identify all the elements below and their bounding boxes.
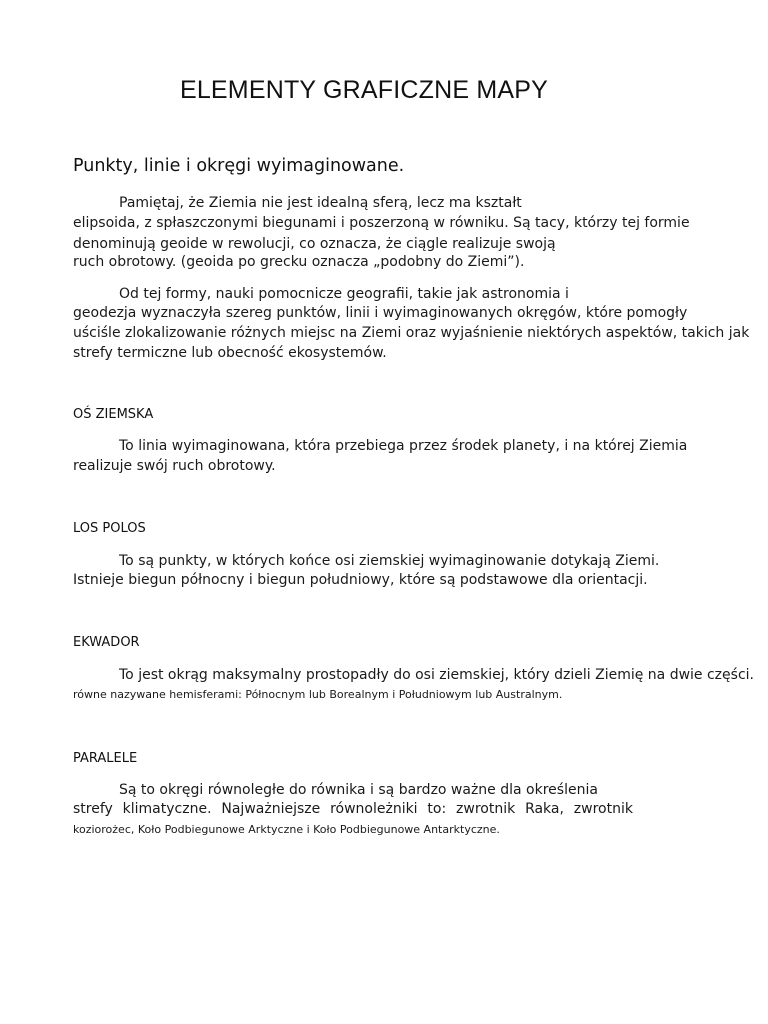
intro-p2-line-4: strefy termiczne lub obecność ekosystemów.	[73, 345, 387, 361]
section-paralele-line-3: koziorożec, Koło Podbiegunowe Arktyczne i Koło Podbiegunowe Antarktyczne.	[73, 823, 500, 836]
section-os-ziemska-line-2: realizuje swój ruch obrotowy.	[73, 458, 276, 474]
section-paralele-line-1: Są to okręgi równoległe do równika i są bardzo ważne dla określenia	[119, 782, 598, 798]
intro-p1-line-4: ruch obrotowy. (geoida po grecku oznacza „podobny do Ziemi”).	[73, 254, 525, 270]
intro-p2-line-3: uściśle zlokalizowanie różnych miejsc na Ziemi oraz wyjaśnienie niektórych aspektów, takich jak	[73, 325, 750, 341]
intro-p1-line-2: elipsoida, z spłaszczonymi biegunami i poszerzoną w równiku. Są tacy, którzy tej formie	[73, 215, 690, 231]
section-heading-los-polos: LOS POLOS	[73, 521, 146, 536]
section-heading-ekwador: EKWADOR	[73, 635, 140, 650]
word: Raka,	[525, 801, 564, 817]
section-paralele-line-2	[73, 800, 633, 818]
section-os-ziemska-line-1: To linia wyimaginowana, która przebiega przez środek planety, i na której Ziemia	[119, 438, 688, 454]
word: to:	[427, 801, 447, 817]
intro-p2-line-1: Od tej formy, nauki pomocnicze geografii, takie jak astronomia i	[119, 286, 569, 302]
section-ekwador-line-2: równe nazywane hemisferami: Północnym lub Borealnym i Południowym lub Australnym.	[73, 688, 563, 701]
section-heading-paralele: PARALELE	[73, 751, 138, 766]
word: zwrotnik	[573, 801, 633, 817]
document-title: ELEMENTY GRAFICZNE MAPY	[179, 76, 549, 104]
section-los-polos-line-1: To są punkty, w których końce osi ziemskiej wyimaginowanie dotykają Ziemi.	[119, 553, 660, 569]
word: Najważniejsze	[221, 801, 321, 817]
intro-p1-line-3: denominują geoide w rewolucji, co oznacza, że ciągle realizuje swoją	[73, 236, 556, 252]
word: zwrotnik	[456, 801, 516, 817]
intro-p2-line-2: geodezja wyznaczyła szereg punktów, linii i wyimaginowanych okręgów, które pomogły	[73, 305, 688, 321]
word: równoleżniki	[330, 801, 418, 817]
word: strefy	[73, 801, 113, 817]
section-los-polos-line-2: Istnieje biegun północny i biegun południowy, które są podstawowe dla orientacji.	[73, 572, 648, 588]
section-heading-os-ziemska: OŚ ZIEMSKA	[73, 407, 154, 422]
word: klimatyczne.	[122, 801, 212, 817]
document-subtitle: Punkty, linie i okręgi wyimaginowane.	[73, 156, 405, 176]
section-ekwador-line-1: To jest okrąg maksymalny prostopadły do osi ziemskiej, który dzieli Ziemię na dwie części.	[119, 667, 754, 683]
intro-p1-line-1: Pamiętaj, że Ziemia nie jest idealną sferą, lecz ma kształt	[119, 195, 522, 211]
